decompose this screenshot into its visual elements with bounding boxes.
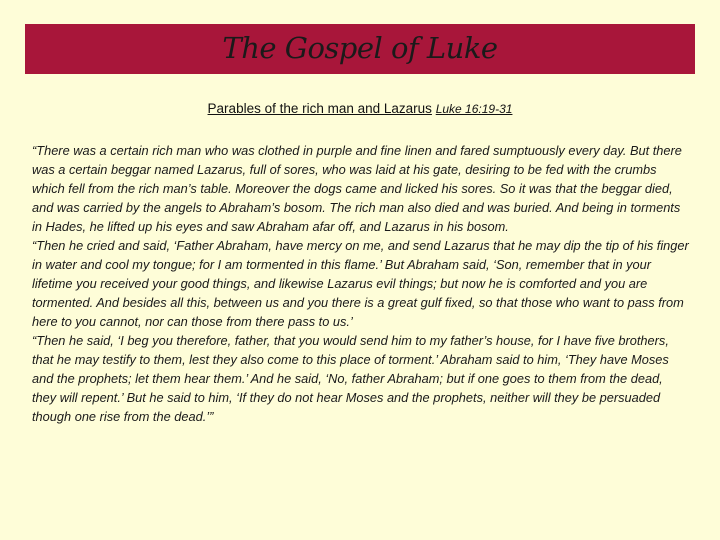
scripture-body	[32, 141, 690, 426]
paragraph: “Then he said, ‘I beg you therefore, father, that you would send him to my father’s house, for I have five brothers, that he may testify to them, lest they also come to this place of torment.’ Abraham said to him, ‘They have Moses and the prophets; let them hear them.’ And he said, ‘No, father Abraham; but if one goes to them from the dead, they will repent.’ But he said to him, ‘If they do not hear Moses and the prophets, neither will they be persuaded though one rise from the dead.’”	[32, 333, 669, 424]
paragraph: “Then he cried and said, ‘Father Abraham, have mercy on me, and send Lazarus that he may dip the tip of his finger in water and cool my tongue; for I am tormented in this flame.’ But Abraham said, ‘Son, remember that in your lifetime you received your good things, and likewise Lazarus evil things; but now he is comforted and you are tormented. And besides all this, between us and you there is a great gulf fixed, so that those who want to pass from here to you cannot, nor can those from there pass to us.’	[32, 238, 689, 329]
subtitle	[0, 99, 720, 119]
subtitle-main: Parables of the rich man and Lazarus	[207, 101, 432, 116]
title-bar	[25, 24, 695, 74]
scripture-reference: Luke 16:19-31	[435, 102, 513, 116]
paragraph: “There was a certain rich man who was clothed in purple and fine linen and fared sumptuously every day. But there was a certain beggar named Lazarus, full of sores, who was laid at his gate, desiring to be fed with the crumbs which fell from the rich man’s table. Moreover the dogs came and licked his sores. So it was that the beggar died, and was carried by the angels to Abraham’s bosom. The rich man also died and was buried. And being in torments in Hades, he lifted up his eyes and saw Abraham afar off, and Lazarus in his bosom.	[32, 143, 682, 234]
page-title: The Gospel of Luke	[222, 30, 498, 65]
